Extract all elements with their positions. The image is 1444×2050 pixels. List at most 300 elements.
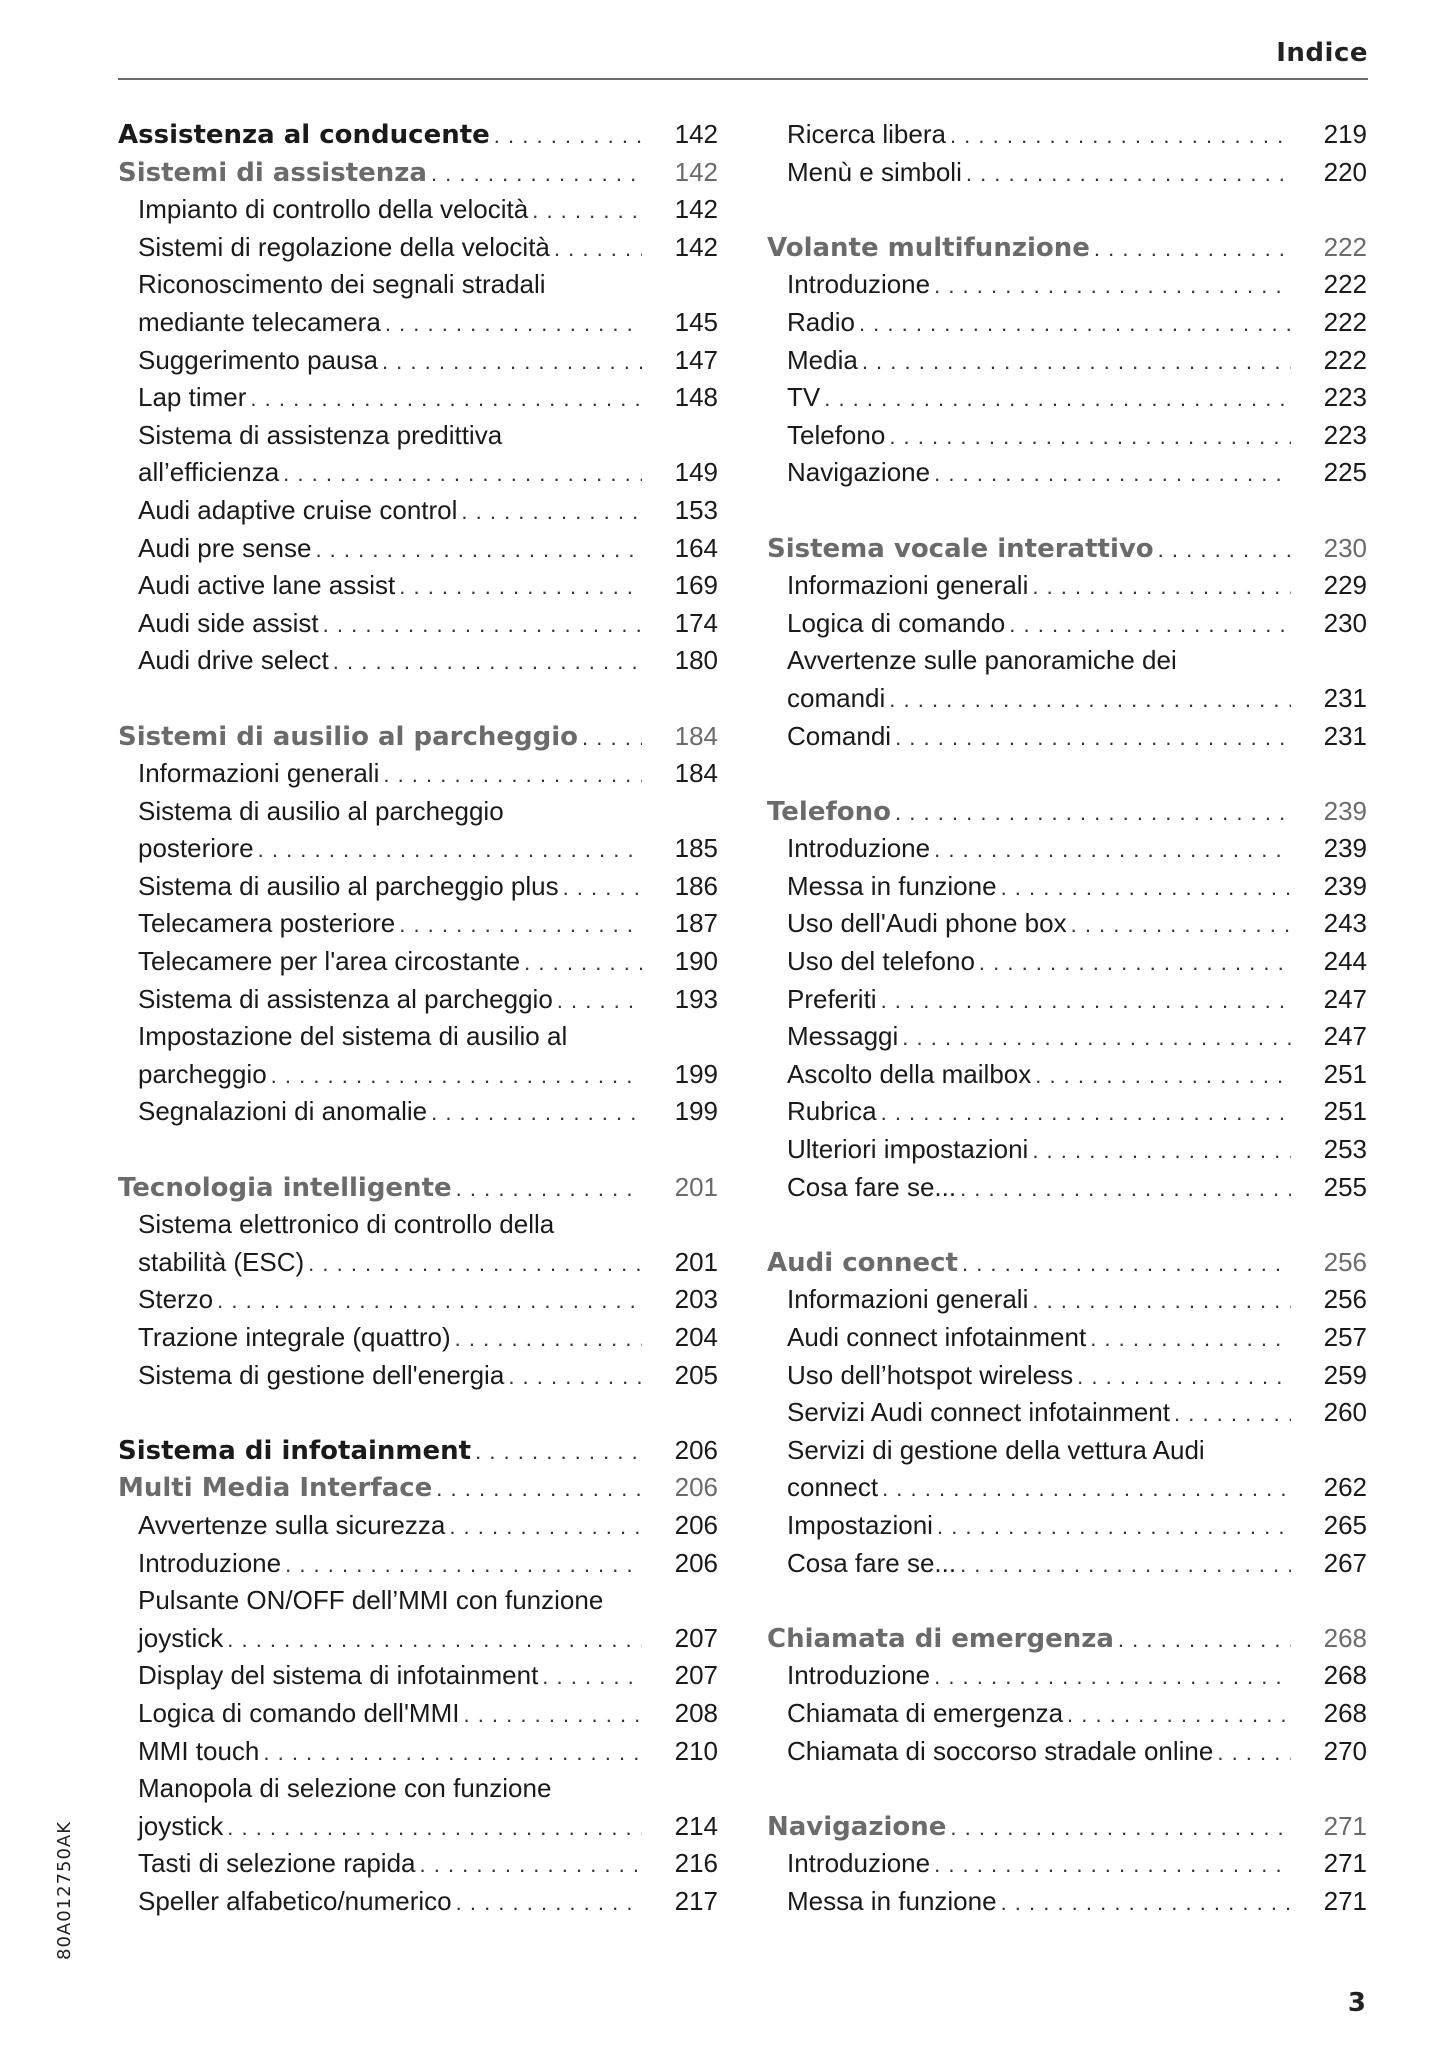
page-reference: 253	[1323, 1134, 1367, 1165]
page-reference: 169	[674, 570, 718, 601]
entry-title: Menù e simboli	[787, 156, 962, 187]
toc-entry[interactable]	[118, 1281, 718, 1319]
page-reference: 214	[674, 1810, 718, 1841]
entry-title: MMI touch	[138, 1735, 260, 1766]
toc-entry[interactable]	[767, 154, 1367, 192]
entry-title: Cosa fare se...	[787, 1547, 957, 1578]
dot-leader	[885, 681, 1291, 719]
toc-entry[interactable]	[118, 229, 718, 267]
entry-title: Introduzione	[787, 1660, 931, 1691]
dot-leader	[279, 455, 642, 493]
entry-title: Sistema elettronico di controllo della	[138, 1209, 555, 1240]
section-title: Sistemi di ausilio al parcheggio	[118, 721, 579, 752]
page-reference: 201	[674, 1246, 718, 1277]
toc-entry[interactable]	[118, 981, 718, 1019]
dot-leader	[445, 1508, 642, 1546]
toc-entry[interactable]	[767, 116, 1367, 154]
page-reference: 231	[1323, 682, 1367, 713]
section-spacer	[767, 1770, 1367, 1808]
toc-section-heading[interactable]	[767, 530, 1367, 568]
dot-leader	[452, 1170, 642, 1208]
section-title: Telefono	[767, 796, 892, 827]
dot-leader	[578, 719, 642, 757]
toc-entry[interactable]	[118, 1206, 718, 1244]
entry-title: Pulsante ON/OFF dell’MMI con funzione	[138, 1585, 604, 1616]
dot-leader	[1028, 1282, 1291, 1320]
toc-entry[interactable]	[767, 1093, 1367, 1131]
dot-leader	[416, 1846, 643, 1884]
dot-leader	[1090, 230, 1291, 268]
toc-entry[interactable]	[767, 342, 1367, 380]
entry-title: Audi pre sense	[138, 532, 312, 563]
dot-leader	[1086, 1320, 1291, 1358]
dot-leader	[490, 117, 642, 155]
toc-entry[interactable]	[118, 1733, 718, 1771]
toc-section-heading[interactable]	[767, 1620, 1367, 1658]
page-reference: 149	[674, 457, 718, 488]
toc-entry[interactable]	[767, 1319, 1367, 1357]
dot-leader	[311, 531, 642, 569]
section-title: Chiamata di emergenza	[767, 1623, 1114, 1654]
page-reference: 222	[1323, 269, 1367, 300]
toc-entry[interactable]	[767, 304, 1367, 342]
dot-leader	[432, 1470, 642, 1508]
toc-entry[interactable]	[767, 605, 1367, 643]
entry-title: Introduzione	[787, 1848, 931, 1879]
entry-title: Chiamata di emergenza	[787, 1697, 1064, 1728]
toc-column-right	[767, 116, 1367, 1921]
entry-title: Informazioni generali	[138, 758, 380, 789]
entry-title: Messa in funzione	[787, 870, 997, 901]
page-reference: 147	[674, 344, 718, 375]
page-reference: 239	[1323, 795, 1367, 826]
dot-leader	[213, 1282, 642, 1320]
page-reference: 206	[674, 1509, 718, 1540]
toc-entry[interactable]	[118, 943, 718, 981]
page-reference: 268	[1323, 1622, 1367, 1653]
entry-title: Lap timer	[138, 382, 247, 413]
dot-leader	[855, 305, 1291, 343]
toc-section-heading[interactable]	[767, 1244, 1367, 1282]
toc-entry[interactable]	[767, 943, 1367, 981]
dot-leader	[395, 906, 642, 944]
section-spacer	[118, 1394, 718, 1432]
toc-entry[interactable]	[118, 342, 718, 380]
toc-entry[interactable]	[118, 1620, 718, 1658]
page-reference: 230	[1323, 607, 1367, 638]
page-reference: 219	[1323, 119, 1367, 149]
entry-title: Riconoscimento dei segnali stradali	[138, 269, 546, 300]
toc-section-heading[interactable]	[118, 154, 718, 192]
dot-leader	[246, 380, 642, 418]
page-reference: 193	[674, 983, 718, 1014]
entry-title: Messa in funzione	[787, 1885, 997, 1916]
dot-leader	[223, 1621, 642, 1659]
dot-leader	[877, 1094, 1291, 1132]
dot-leader	[223, 1809, 642, 1847]
toc-entry[interactable]	[118, 1582, 718, 1620]
dot-leader	[381, 305, 642, 343]
toc-entry[interactable]	[118, 1507, 718, 1545]
entry-title: joystick	[138, 1810, 224, 1841]
page-reference: 148	[674, 382, 718, 413]
section-title: Tecnologia intelligente	[118, 1172, 452, 1203]
entry-title: Radio	[787, 306, 855, 337]
entry-title: Sistema di assistenza predittiva	[138, 419, 503, 450]
toc-entry[interactable]	[118, 304, 718, 342]
entry-title: Audi side assist	[138, 607, 319, 638]
page-reference: 207	[674, 1622, 718, 1653]
toc-entry[interactable]	[767, 680, 1367, 718]
entry-title: TV	[787, 382, 821, 413]
toc-entry[interactable]	[767, 642, 1367, 680]
page-reference: 239	[1323, 870, 1367, 901]
section-title: Navigazione	[767, 1811, 947, 1842]
toc-section-heading[interactable]	[767, 229, 1367, 267]
page-reference: 255	[1323, 1171, 1367, 1202]
dot-leader	[451, 1320, 642, 1358]
section-title: Sistema di infotainment	[118, 1435, 472, 1466]
page-reference: 256	[1323, 1284, 1367, 1315]
entry-title: Sistema di assistenza al parcheggio	[138, 983, 553, 1014]
toc-entry[interactable]	[767, 1733, 1367, 1771]
toc-entry[interactable]	[767, 1281, 1367, 1319]
toc-entry[interactable]	[118, 1545, 718, 1583]
toc-entry[interactable]	[118, 1244, 718, 1282]
document-code: 80A012750AK	[54, 1820, 75, 1960]
page-reference: 260	[1323, 1397, 1367, 1428]
entry-title: Comandi	[787, 720, 892, 751]
entry-title: Avvertenze sulle panoramiche dei	[787, 645, 1177, 676]
page-reference: 217	[674, 1885, 718, 1916]
dot-leader	[459, 1696, 642, 1734]
page-reference: 204	[674, 1322, 718, 1352]
dot-leader	[520, 944, 642, 982]
dot-leader	[930, 831, 1291, 869]
entry-title: Informazioni generali	[787, 1284, 1029, 1315]
page-reference: 230	[1323, 532, 1367, 563]
page-reference: 271	[1323, 1885, 1367, 1916]
entry-title: Chiamata di soccorso stradale online	[787, 1735, 1214, 1766]
section-title: Assistenza al conducente	[118, 120, 490, 150]
toc-entry[interactable]	[767, 1507, 1367, 1545]
entry-title: Suggerimento pausa	[138, 344, 378, 375]
section-spacer	[118, 1131, 718, 1169]
page-reference: 206	[674, 1547, 718, 1578]
dot-leader	[538, 1658, 642, 1696]
toc-entry[interactable]	[767, 266, 1367, 304]
page-reference: 206	[674, 1472, 718, 1503]
page-reference: 265	[1323, 1509, 1367, 1540]
dot-leader	[395, 568, 642, 606]
page-reference: 142	[674, 156, 718, 187]
toc-section-heading[interactable]	[767, 793, 1367, 831]
dot-leader	[319, 606, 642, 644]
page-reference: 142	[674, 119, 718, 149]
toc-entry[interactable]	[118, 605, 718, 643]
entry-title: Segnalazioni di anomalie	[138, 1096, 428, 1127]
toc-entry[interactable]	[767, 1432, 1367, 1470]
toc-entry[interactable]	[118, 1770, 718, 1808]
section-title: Sistemi di assistenza	[118, 157, 427, 188]
dot-leader	[1028, 568, 1291, 606]
section-spacer	[767, 492, 1367, 530]
dot-leader	[946, 117, 1291, 155]
page-reference: 142	[674, 194, 718, 225]
dot-leader	[427, 155, 642, 193]
dot-leader	[528, 192, 642, 230]
entry-title: Display del sistema di infotainment	[138, 1660, 539, 1691]
entry-title: Logica di comando dell'MMI	[138, 1697, 460, 1728]
page-reference: 174	[674, 607, 718, 638]
entry-title: Media	[787, 344, 858, 375]
entry-title: Telecamera posteriore	[138, 908, 396, 939]
toc-entry[interactable]	[118, 1018, 718, 1056]
page-reference: 186	[674, 870, 718, 901]
dot-leader	[898, 1019, 1291, 1057]
entry-title: Preferiti	[787, 983, 877, 1014]
toc-entry[interactable]	[767, 1695, 1367, 1733]
toc-entry[interactable]	[118, 1056, 718, 1094]
toc-entry[interactable]	[767, 868, 1367, 906]
page-reference: 207	[674, 1660, 718, 1691]
page-reference: 268	[1323, 1660, 1367, 1691]
section-spacer	[767, 755, 1367, 793]
toc-section-heading[interactable]	[767, 1808, 1367, 1846]
page-reference: 187	[674, 908, 718, 939]
dot-leader	[471, 1433, 642, 1471]
toc-entry[interactable]	[767, 1018, 1367, 1056]
toc-entry[interactable]	[767, 830, 1367, 868]
toc-entry[interactable]	[767, 1469, 1367, 1507]
page-reference: 244	[1323, 946, 1367, 977]
section-spacer	[767, 1582, 1367, 1620]
toc-section-heading[interactable]	[118, 1432, 718, 1470]
dot-leader	[1213, 1734, 1291, 1772]
page-reference: 268	[1323, 1697, 1367, 1728]
toc-entry[interactable]	[767, 417, 1367, 455]
entry-title: Speller alfabetico/numerico	[138, 1885, 452, 1916]
dot-leader	[975, 944, 1291, 982]
page-reference: 225	[1323, 457, 1367, 488]
entry-title: Introduzione	[787, 833, 931, 864]
dot-leader	[254, 831, 642, 869]
dot-leader	[858, 343, 1291, 381]
dot-leader	[281, 1546, 642, 1584]
page-reference: 222	[1323, 344, 1367, 375]
dot-leader	[962, 155, 1291, 193]
dot-leader	[1028, 1132, 1291, 1170]
page-reference: 208	[674, 1697, 718, 1728]
entry-title: posteriore	[138, 833, 254, 864]
toc-section-heading[interactable]	[118, 1469, 718, 1507]
page-reference: 203	[674, 1284, 718, 1315]
dot-leader	[452, 1884, 642, 1922]
page-reference: 247	[1323, 983, 1367, 1014]
toc-entry[interactable]	[118, 1319, 718, 1357]
section-spacer	[118, 680, 718, 718]
page-reference: 271	[1323, 1848, 1367, 1879]
toc-entry[interactable]	[118, 1357, 718, 1395]
dot-leader	[930, 455, 1291, 493]
dot-leader	[1073, 1358, 1291, 1396]
entry-title: Impostazioni	[787, 1509, 933, 1540]
toc-entry[interactable]	[767, 1657, 1367, 1695]
dot-leader	[933, 1508, 1291, 1546]
dot-leader	[427, 1094, 642, 1132]
entry-title: Sistemi di regolazione della velocità	[138, 231, 550, 262]
toc-entry[interactable]	[118, 1093, 718, 1131]
entry-title: Ascolto della mailbox	[787, 1058, 1032, 1089]
entry-title: Ricerca libera	[787, 119, 946, 149]
dot-leader	[379, 756, 642, 794]
page-reference: 229	[1323, 570, 1367, 601]
entry-title: stabilità (ESC)	[138, 1246, 305, 1277]
toc-entry[interactable]	[118, 530, 718, 568]
toc-entry[interactable]	[767, 567, 1367, 605]
entry-title: Rubrica	[787, 1096, 877, 1127]
entry-title: Manopola di selezione con funzione	[138, 1773, 552, 1804]
toc-entry[interactable]	[767, 1545, 1367, 1583]
page-reference: 222	[1323, 306, 1367, 337]
toc-entry[interactable]	[118, 1808, 718, 1846]
toc-entry[interactable]	[118, 830, 718, 868]
toc-entry[interactable]	[767, 1394, 1367, 1432]
entry-title: Logica di comando	[787, 607, 1006, 638]
toc-entry[interactable]	[118, 1845, 718, 1883]
toc-entry[interactable]	[767, 1845, 1367, 1883]
entry-title: Sistema di ausilio al parcheggio plus	[138, 870, 559, 901]
entry-title: Servizi Audi connect infotainment	[787, 1397, 1170, 1428]
entry-title: Messaggi	[787, 1021, 899, 1052]
toc-entry[interactable]	[118, 379, 718, 417]
toc-section-heading[interactable]	[118, 718, 718, 756]
dot-leader	[457, 493, 642, 531]
page-reference: 190	[674, 946, 718, 977]
page-reference: 262	[1323, 1472, 1367, 1503]
page-reference: 180	[674, 645, 718, 676]
dot-leader	[304, 1245, 642, 1283]
dot-leader	[891, 719, 1291, 757]
toc-entry[interactable]	[767, 379, 1367, 417]
entry-title: Audi connect infotainment	[787, 1322, 1087, 1352]
entry-title: Introduzione	[138, 1547, 282, 1578]
page-reference: 239	[1323, 833, 1367, 864]
page-reference: 222	[1323, 231, 1367, 262]
dot-leader	[553, 982, 642, 1020]
toc-column-left	[118, 116, 718, 1921]
toc-entry[interactable]	[118, 755, 718, 793]
entry-title: Ulteriori impostazioni	[787, 1134, 1029, 1165]
page-reference: 223	[1323, 419, 1367, 450]
toc-entry[interactable]	[767, 1357, 1367, 1395]
dot-leader	[878, 1470, 1291, 1508]
entry-title: Telecamere per l'area circostante	[138, 946, 521, 977]
entry-title: Sistema di gestione dell'energia	[138, 1359, 505, 1390]
toc-entry[interactable]	[118, 793, 718, 831]
toc-entry[interactable]	[767, 1169, 1367, 1207]
entry-title: Informazioni generali	[787, 570, 1029, 601]
toc-entry[interactable]	[118, 905, 718, 943]
page-reference: 270	[1323, 1735, 1367, 1766]
dot-leader	[329, 643, 642, 681]
toc-entry[interactable]	[118, 1695, 718, 1733]
entry-title: connect	[787, 1472, 879, 1503]
page-reference: 184	[674, 720, 718, 751]
page-reference: 247	[1323, 1021, 1367, 1052]
page-reference: 231	[1323, 720, 1367, 751]
entry-title: joystick	[138, 1622, 224, 1653]
toc-entry[interactable]	[767, 1056, 1367, 1094]
entry-title: Impianto di controllo della velocità	[138, 194, 529, 225]
toc-entry[interactable]	[118, 1657, 718, 1695]
entry-title: Trazione integrale (quattro)	[138, 1322, 451, 1352]
entry-title: Uso dell'Audi phone box	[787, 908, 1067, 939]
dot-leader	[956, 1170, 1291, 1208]
entry-title: Servizi di gestione della vettura Audi	[787, 1434, 1205, 1465]
toc-entry[interactable]	[767, 1883, 1367, 1921]
toc-entry[interactable]	[767, 981, 1367, 1019]
entry-title: Impostazione del sistema di ausilio al	[138, 1021, 568, 1052]
page-reference: 205	[674, 1359, 718, 1390]
page-reference: 216	[674, 1848, 718, 1879]
toc-entry[interactable]	[118, 191, 718, 229]
toc-entry[interactable]	[767, 718, 1367, 756]
entry-title: Tasti di selezione rapida	[138, 1848, 416, 1879]
entry-title: Audi adaptive cruise control	[138, 494, 458, 525]
page-number: 3	[1347, 1988, 1366, 2018]
dot-leader	[820, 380, 1291, 418]
dot-leader	[946, 1809, 1291, 1847]
toc-entry[interactable]	[118, 642, 718, 680]
page-reference: 164	[674, 532, 718, 563]
dot-leader	[930, 267, 1291, 305]
toc-entry[interactable]	[118, 567, 718, 605]
section-spacer	[767, 1206, 1367, 1244]
page-reference: 220	[1323, 156, 1367, 187]
toc-entry[interactable]	[767, 1131, 1367, 1169]
toc-section-heading[interactable]	[118, 116, 718, 154]
page-reference: 243	[1323, 908, 1367, 939]
dot-leader	[997, 1884, 1291, 1922]
dot-leader	[956, 1546, 1291, 1584]
page-reference: 259	[1323, 1359, 1367, 1390]
entry-title: Telefono	[787, 419, 886, 450]
entry-title: Uso dell’hotspot wireless	[787, 1359, 1074, 1390]
page-reference: 251	[1323, 1058, 1367, 1089]
toc-entry[interactable]	[118, 266, 718, 304]
toc-entry[interactable]	[118, 417, 718, 455]
toc-entry[interactable]	[767, 454, 1367, 492]
toc-section-heading[interactable]	[118, 1169, 718, 1207]
toc-entry[interactable]	[118, 1883, 718, 1921]
page-reference: 199	[674, 1096, 718, 1127]
section-title: Volante multifunzione	[767, 232, 1090, 263]
toc-entry[interactable]	[118, 868, 718, 906]
toc-entry[interactable]	[767, 905, 1367, 943]
dot-leader	[1063, 1696, 1291, 1734]
dot-leader	[1170, 1395, 1291, 1433]
toc-entry[interactable]	[118, 492, 718, 530]
dot-leader	[1154, 531, 1291, 569]
page-reference: 184	[674, 758, 718, 789]
page-reference: 256	[1323, 1246, 1367, 1277]
dot-leader	[885, 418, 1291, 456]
dot-leader	[877, 982, 1291, 1020]
toc-entry[interactable]	[118, 454, 718, 492]
header-divider	[118, 78, 1368, 80]
entry-title: Sterzo	[138, 1284, 214, 1315]
